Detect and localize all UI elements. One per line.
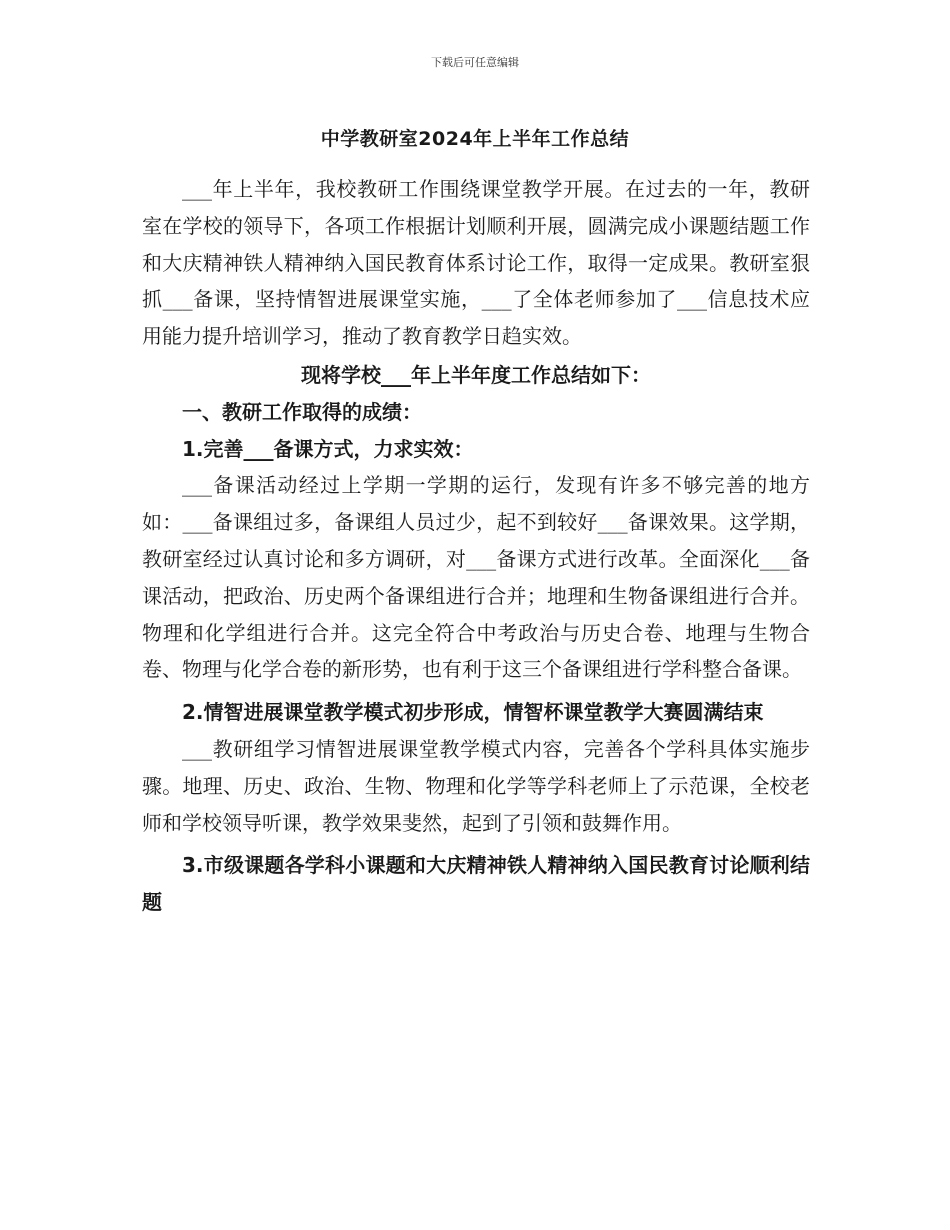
item1-body: ___备课活动经过上学期一学期的运行，发现有许多不够完善的地方如：___备课组过多，备课组人员过少，起不到较好___备课效果。这学期，教研室经过认真讨论和多方调研，对___备课方式进行改革。全面深化___备课活动，把政治、历史两个备课组进行合并；地理和生物备课组进行合并。物理和化学组进行合并。这完全符合中考政治与历史合卷、地理与生物合卷、物理与化学合卷的新形势，也有利于这三个备课组进行学科整合备课。 [142, 473, 810, 682]
item2-body: ___教研组学习情智进展课堂教学模式内容，完善各个学科具体实施步骤。地理、历史、政治、生物、物理和化学等学科老师上了示范课，全校老师和学校领导听课，教学效果斐然，起到了引领和鼓舞作用。 [142, 736, 810, 835]
document-body [142, 171, 810, 921]
item2-heading: 2.情智进展课堂教学模式初步形成，情智杯课堂教学大赛圆满结束 [182, 700, 764, 725]
page-header-note: 下载后可任意编辑 [431, 56, 519, 69]
section1-heading: 一、教研工作取得的成绩： [182, 399, 422, 424]
document-title: 中学教研室2024年上半年工作总结 [320, 128, 630, 150]
intro-paragraph: ___年上半年，我校教研工作围绕课堂教学开展。在过去的一年，教研室在学校的领导下，各项工作根据计划顺利开展，圆满完成小课题结题工作和大庆精神铁人精神纳入国民教育体系讨论工作，取得一定成果。教研室狠抓___备课，坚持情智进展课堂实施，___了全体老师参加了___信息技术应用能力提升培训学习，推动了教育教学日趋实效。 [142, 177, 810, 349]
item1-heading: 1.完善___备课方式，力求实效： [182, 436, 474, 461]
summary-heading: 现将学校___年上半年度工作总结如下： [301, 362, 651, 387]
item3-heading: 3.市级课题各学科小课题和大庆精神铁人精神纳入国民教育讨论顺利结题 [142, 853, 810, 915]
